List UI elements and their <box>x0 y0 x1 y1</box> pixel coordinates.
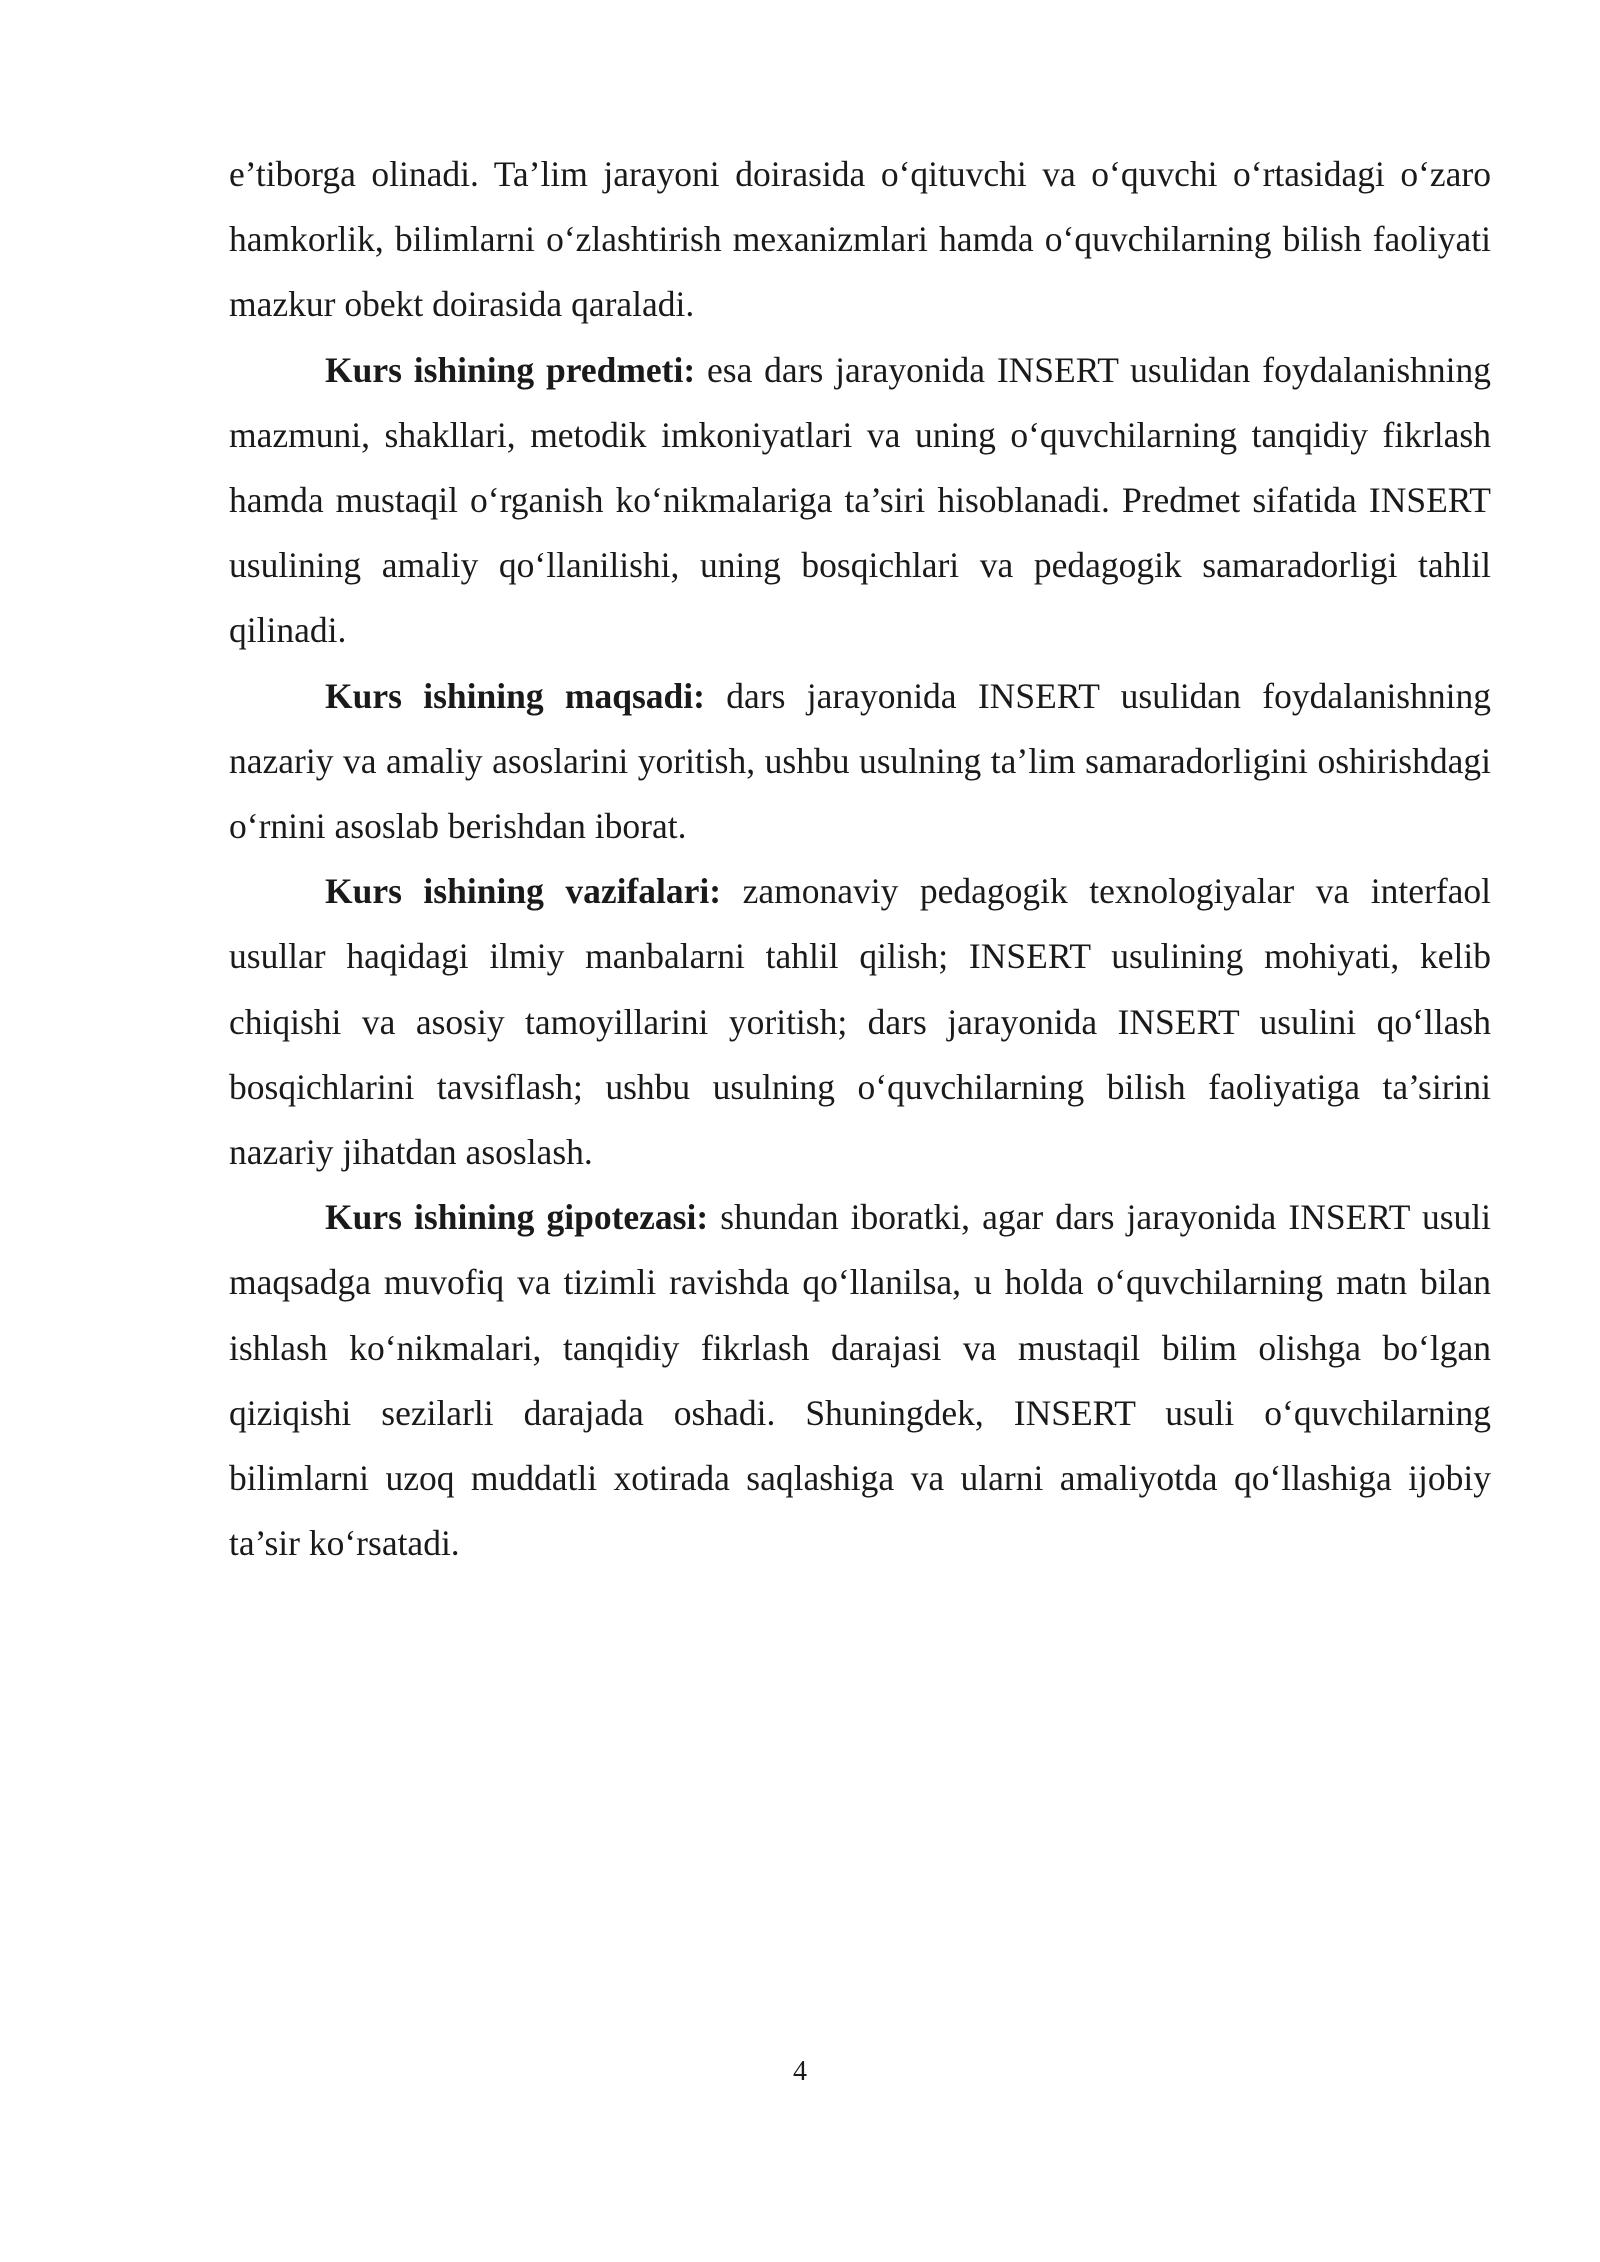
paragraph-aim <box>229 664 1491 860</box>
paragraph-text: dars jarayonida INSERT usulidan foydalanishning nazariy va amaliy asoslarini yoritish, ushbu usulning ta’lim samaradorligini oshirishdagi o‘rnini asoslab berishdan iborat. <box>229 675 1491 847</box>
paragraph-text: esa dars jarayonida INSERT usulidan foydalanishning mazmuni, shakllari, metodik imkoniyatlari va uning o‘quvchilarning tanqidiy fikrlash hamda mustaqil o‘rganish ko‘nikmalariga ta’siri hisoblanadi. Predmet sifatida INSERT usulining amaliy qo‘llanilishi, uning bosqichlari va pedagogik samaradorligi tahlil qilinadi. <box>229 349 1491 651</box>
page-number: 4 <box>793 2056 807 2087</box>
paragraph-heading-aim: Kurs ishining maqsadi: <box>325 675 705 716</box>
paragraph-heading-tasks: Kurs ishining vazifalari: <box>325 871 722 912</box>
paragraph-text: e’tiborga olinadi. Ta’lim jarayoni doirasida o‘qituvchi va o‘quvchi o‘rtasidagi o‘zaro hamkorlik, bilimlarni o‘zlashtirish mexanizmlari hamda o‘quvchilarning bilish faoliyati mazkur obekt doirasida qaraladi. <box>229 154 1491 325</box>
paragraph-heading-subject: Kurs ishining predmeti: <box>325 349 696 390</box>
paragraph-hypothesis <box>229 1185 1491 1576</box>
paragraph-text: shundan iboratki, agar dars jarayonida INSERT usuli maqsadga muvofiq va tizimli ravishda qo‘llanilsa, u holda o‘quvchilarning matn bilan ishlash ko‘nikmalari, tanqidiy fikrlash darajasi va mustaqil bilim olishga bo‘lgan qiziqishi sezilarli darajada oshadi. Shuningdek, INSERT usuli o‘quvchilarning bilimlarni uzoq muddatli xotirada saqlashiga va ularni amaliyotda qo‘llashiga ijobiy ta’sir ko‘rsatadi. <box>229 1197 1491 1564</box>
paragraph-tasks <box>229 859 1491 1185</box>
document-page-body <box>229 142 1491 1576</box>
paragraph-heading-hypothesis: Kurs ishining gipotezasi: <box>325 1197 709 1238</box>
paragraph-text: zamonaviy pedagogik texnologiyalar va interfaol usullar haqidagi ilmiy manbalarni tahlil qilish; INSERT usulining mohiyati, kelib chiqishi va asosiy tamoyillarini yoritish; dars jarayonida INSERT usulini qo‘llash bosqichlarini tavsiflash; ushbu usulning o‘quvchilarning bilish faoliyatiga ta’sirini nazariy jihatdan asoslash. <box>229 871 1492 1173</box>
paragraph-object-continuation <box>229 142 1491 338</box>
paragraph-subject <box>229 338 1491 664</box>
